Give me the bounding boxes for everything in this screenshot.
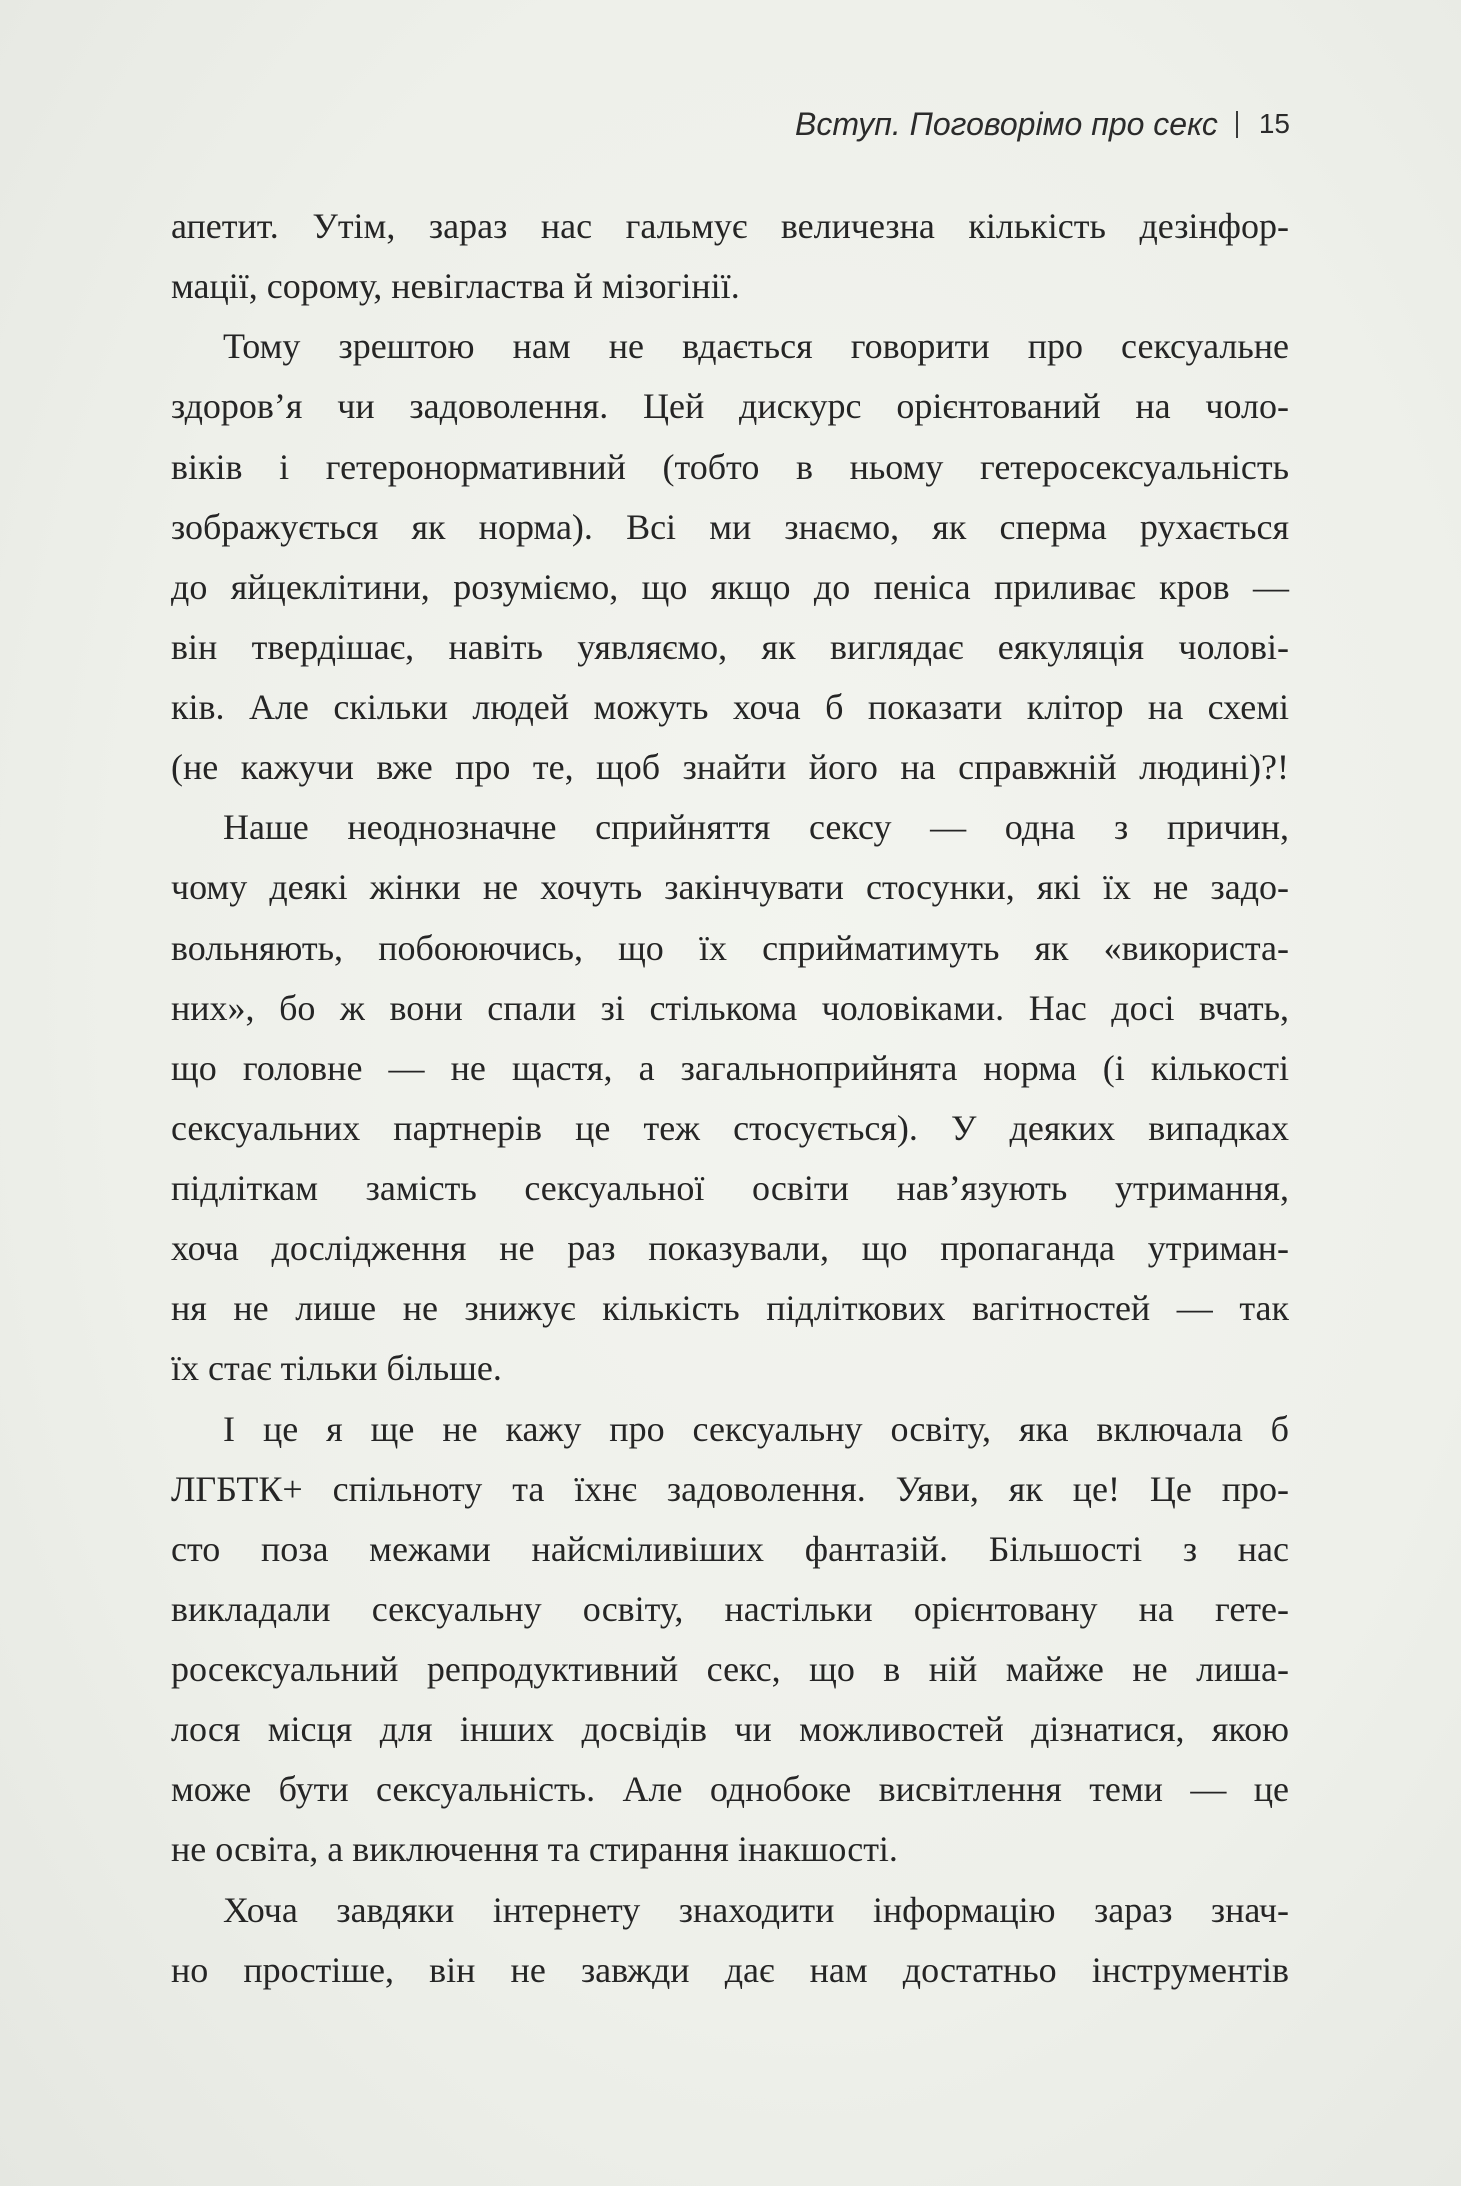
line-text: здоров’я чи задоволення. Цей дискурс орієнтований на чоло- xyxy=(171,386,1289,427)
line-text: І це я ще не кажу про сексуальну освіту, яка включала б xyxy=(223,1408,1289,1449)
text-line xyxy=(171,1218,1289,1278)
line-text: них», бо ж вони спали зі стількома чоловіками. Нас досі вчать, xyxy=(171,987,1289,1028)
line-text: зображується як норма). Всі ми знаємо, як сперма рухається xyxy=(171,506,1289,547)
line-text: Хоча завдяки інтернету знаходити інформацію зараз знач- xyxy=(223,1889,1289,1930)
text-line xyxy=(171,1338,1289,1398)
page-number: 15 xyxy=(1258,108,1290,139)
line-text: росексуальний репродуктивний секс, що в ній майже не лиша- xyxy=(171,1649,1289,1689)
text-line xyxy=(171,1699,1289,1759)
line-text: підліткам замість сексуальної освіти нав’язують утримання, xyxy=(171,1168,1289,1208)
text-line xyxy=(171,857,1289,917)
text-line xyxy=(171,1038,1289,1098)
text-line xyxy=(171,677,1289,737)
chapter-title: Вступ. Поговорімо про секс xyxy=(794,106,1218,142)
text-line xyxy=(171,797,1289,857)
line-text: апетит. Утім, зараз нас гальмує величезна кількість дезінфор- xyxy=(171,206,1289,246)
line-text: вольняють, побоюючись, що їх сприйматимуть як «використа- xyxy=(171,927,1289,968)
line-text: сексуальних партнерів це теж стосується). У деяких випадках xyxy=(171,1107,1289,1148)
line-text: може бути сексуальність. Але однобоке висвітлення теми — це xyxy=(171,1769,1289,1810)
text-line xyxy=(171,196,1289,256)
line-text: їх стає тільки більше. xyxy=(171,1348,502,1389)
text-line xyxy=(171,1940,1289,2000)
text-line xyxy=(171,497,1289,557)
text-line xyxy=(171,1519,1289,1579)
line-text: ня не лише не знижує кількість підліткових вагітностей — так xyxy=(171,1288,1289,1329)
line-text: Тому зрештою нам не вдається говорити про сексуальне xyxy=(223,326,1289,367)
line-text: но простіше, він не завжди дає нам достатньо інструментів xyxy=(171,1949,1289,1990)
text-line xyxy=(171,256,1289,316)
text-line xyxy=(171,978,1289,1038)
text-line xyxy=(171,1399,1289,1459)
text-line xyxy=(171,1880,1289,1940)
paragraph xyxy=(171,196,1289,316)
text-line xyxy=(171,437,1289,497)
text-line xyxy=(171,737,1289,797)
text-line xyxy=(171,617,1289,677)
text-line xyxy=(171,1098,1289,1158)
line-text: ЛГБТК+ спільноту та їхнє задоволення. Уяви, як це! Це про- xyxy=(171,1468,1289,1509)
text-line xyxy=(171,1759,1289,1819)
line-text: він твердішає, навіть уявляємо, як виглядає еякуляція чолові- xyxy=(171,626,1289,667)
paragraph xyxy=(171,797,1289,1398)
line-text: що головне — не щастя, а загальноприйнята норма (і кількості xyxy=(171,1047,1289,1088)
text-line xyxy=(171,1639,1289,1699)
text-line xyxy=(171,316,1289,376)
line-text: ків. Але скільки людей можуть хоча б показати клітор на схемі xyxy=(171,687,1289,727)
line-text: сто поза межами найсміливіших фантазій. Більшості з нас xyxy=(171,1528,1289,1569)
paragraph xyxy=(171,1880,1289,2000)
text-line xyxy=(171,1278,1289,1338)
line-text: викладали сексуальну освіту, настільки орієнтовану на гете- xyxy=(171,1588,1289,1629)
line-text: не освіта, а виключення та стирання інакшості. xyxy=(171,1829,898,1870)
line-text: до яйцеклітини, розуміємо, що якщо до пеніса приливає кров — xyxy=(171,566,1289,607)
text-line xyxy=(171,1579,1289,1639)
text-line xyxy=(171,376,1289,436)
line-text: хоча дослідження не раз показували, що пропаганда утриман- xyxy=(171,1228,1289,1269)
text-line xyxy=(171,918,1289,978)
body-text xyxy=(171,196,1289,2000)
line-text: Наше неоднозначне сприйняття сексу — одна з причин, xyxy=(223,807,1289,848)
text-line xyxy=(171,1459,1289,1519)
paragraph xyxy=(171,1399,1289,1880)
line-text: мації, сорому, невігластва й мізогінії. xyxy=(171,266,740,307)
paragraph xyxy=(171,316,1289,797)
text-line xyxy=(171,1819,1289,1879)
running-header xyxy=(795,103,1290,145)
text-line xyxy=(171,1158,1289,1218)
line-text: чому деякі жінки не хочуть закінчувати стосунки, які їх не задо- xyxy=(171,867,1289,908)
line-text: віків і гетеронормативний (тобто в ньому гетеросексуальність xyxy=(171,446,1289,487)
line-text: (не кажучи вже про те, щоб знайти його на справжній людині)?! xyxy=(171,747,1289,788)
text-line xyxy=(171,557,1289,617)
header-divider xyxy=(1236,111,1238,138)
line-text: лося місця для інших досвідів чи можливостей дізнатися, якою xyxy=(171,1709,1289,1750)
